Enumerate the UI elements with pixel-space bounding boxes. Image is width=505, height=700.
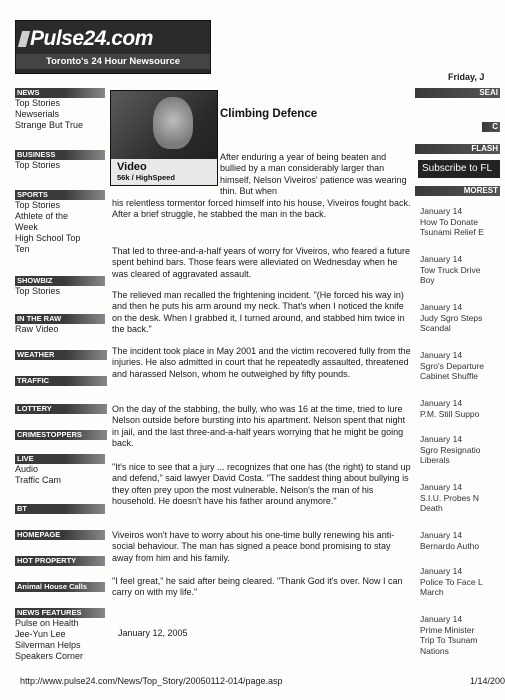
story-title[interactable]: Tow Truck Drive [420, 264, 481, 275]
article-paragraph-3: The relieved man recalled the frightening incident. "(He forced his way in) and then he puts his arm around my neck. That's when I noticed the knife on the desk. When I grabbed it, I turned around, and stabbed him twice in the back." [112, 290, 405, 335]
story-title[interactable]: Scandal [420, 323, 451, 333]
sidebar-group-news [15, 88, 107, 131]
story-date: January 14 [420, 254, 463, 264]
sidebar-section-sports[interactable]: SPORTS [15, 190, 105, 200]
video-label-box [111, 159, 217, 185]
more-story-9[interactable] [420, 566, 500, 598]
sidebar-group-traffic [15, 376, 107, 386]
sidebar-group-animal [15, 582, 107, 592]
sidebar-group-live [15, 454, 107, 486]
story-date: January 14 [420, 614, 463, 624]
sidebar-link-strange[interactable]: Strange But True [15, 120, 84, 130]
right-bar-c[interactable]: C [482, 122, 500, 132]
site-logo[interactable] [15, 20, 211, 74]
header-date: Friday, J [448, 72, 485, 82]
sidebar-link-highschool[interactable]: High School Top [15, 233, 81, 243]
print-date: 1/14/200 [470, 676, 505, 686]
story-title[interactable]: Boy [420, 275, 435, 285]
story-title[interactable]: Police To Face L [420, 576, 483, 587]
sidebar-section-traffic[interactable]: TRAFFIC [15, 376, 107, 386]
article-paragraph-1a: After enduring a year of being beaten and bullied by a man considerably larger than himself, Nelson Viveiros' patience was wearing thin. But when [220, 152, 407, 197]
sidebar-section-news-features[interactable]: NEWS FEATURES [15, 608, 105, 618]
story-title[interactable]: Prime Minister [420, 624, 475, 635]
sidebar-group-homepage [15, 530, 107, 540]
more-story-3[interactable] [420, 302, 500, 334]
page-url: http://www.pulse24.com/News/Top_Story/20050112-014/page.asp [20, 676, 283, 686]
sidebar-group-business [15, 150, 107, 171]
sidebar-section-weather[interactable]: WEATHER [15, 350, 107, 360]
sidebar-group-bt [15, 504, 107, 514]
story-title[interactable]: Judy Sgro Steps [420, 312, 483, 323]
sidebar-link-raw-video[interactable]: Raw Video [15, 324, 59, 334]
sidebar-link-business-top[interactable]: Top Stories [15, 160, 61, 170]
sidebar-link-health[interactable]: Pulse on Health [15, 618, 79, 628]
right-bar-flash[interactable]: FLASH [415, 144, 500, 154]
sidebar-section-animal-house[interactable]: Animal House Calls [15, 582, 105, 592]
logo-brand: Pulse24.com [30, 27, 153, 50]
sidebar-group-sports [15, 190, 107, 255]
sidebar-link-speakers[interactable]: Speakers Corner [15, 651, 84, 661]
article-paragraph-2: That led to three-and-a-half years of worry for Viveiros, who feared a future spent behind bars. Those fears were alleviated on Wednesday when he was cleared of aggravated assault. [112, 246, 410, 279]
sidebar-group-raw [15, 314, 107, 335]
video-thumbnail[interactable] [110, 90, 218, 186]
story-date: January 14 [420, 398, 463, 408]
sidebar-link-athlete-week[interactable]: Week [15, 222, 38, 232]
subscribe-flash-button[interactable]: Subscribe to FL [418, 160, 500, 178]
sidebar-section-business[interactable]: BUSINESS [15, 150, 105, 160]
sidebar-link-highschool-ten[interactable]: Ten [15, 244, 30, 254]
video-speed-links[interactable]: 56k / HighSpeed [117, 173, 175, 182]
article-paragraph-7: Viveiros won't have to worry about his one-time bully renewing his anti-social behaviour. The man has signed a peace bond promising to stay away from him and his family. [112, 530, 395, 563]
article-paragraph-1b: his relentless tormentor forced himself into his house, Viveiros fought back. After a brief struggle, he stabbed the man in the back. [112, 198, 411, 220]
story-title[interactable]: Cabinet Shuffle [420, 371, 478, 381]
sidebar-group-crimestoppers [15, 430, 107, 440]
sidebar-section-homepage[interactable]: HOMEPAGE [15, 530, 105, 540]
more-story-6[interactable] [420, 434, 500, 466]
story-date: January 14 [420, 482, 463, 492]
more-story-1[interactable] [420, 206, 500, 238]
article-paragraph-6: "It's nice to see that a jury ... recognizes that one has (the right) to stand up and defend," said lawyer David Costa. "The saddest thing about bullying is they often prey upon the most vulnerable. Nelson's the man of his household. He doesn't have his father around anymore." [112, 462, 411, 507]
story-title[interactable]: Sgro Resignatio [420, 444, 481, 455]
article-date: January 12, 2005 [118, 628, 188, 638]
article-paragraph-4: The incident took place in May 2001 and the victim recovered fully from the injuries. He also admitted in court that he repeatedly assaulted, threatened and harassed Nelson, whom he outweighed by fifty pounds. [112, 346, 411, 379]
sidebar-link-audio[interactable]: Audio [15, 464, 39, 474]
right-bar-search[interactable]: SEAI [415, 88, 500, 98]
sidebar-group-showbiz [15, 276, 107, 297]
sidebar-group-features [15, 608, 107, 662]
article-paragraph-8: "I feel great," he said after being cleared. "Thank God it's over. Now I can carry on with my life." [112, 576, 403, 598]
logo-tagline: Toronto's 24 Hour Newsource [16, 54, 210, 69]
sidebar-section-crimestoppers[interactable]: CRIMESTOPPERS [15, 430, 107, 440]
story-title[interactable]: Trip To Tsunam [420, 635, 478, 645]
sidebar-link-silverman[interactable]: Silverman Helps [15, 640, 81, 650]
sidebar-section-showbiz[interactable]: SHOWBIZ [15, 276, 105, 286]
story-title[interactable]: Liberals [420, 455, 450, 465]
story-title[interactable]: Death [420, 503, 443, 513]
story-date: January 14 [420, 434, 463, 444]
sidebar-link-top-stories[interactable]: Top Stories [15, 98, 61, 108]
sidebar-link-showbiz-top[interactable]: Top Stories [15, 286, 61, 296]
story-title[interactable]: Bernardo Autho [420, 540, 480, 551]
sidebar-link-jee-yun[interactable]: Jee-Yun Lee [15, 629, 66, 639]
sidebar-group-lottery [15, 404, 107, 414]
story-date: January 14 [420, 566, 463, 576]
story-title[interactable]: S.I.U. Probes N [420, 492, 480, 503]
story-title[interactable]: Tsunami Relief E [420, 227, 484, 237]
story-title[interactable]: How To Donate [420, 216, 478, 227]
sidebar-section-in-the-raw[interactable]: IN THE RAW [15, 314, 105, 324]
sidebar-section-hot-property[interactable]: HOT PROPERTY [15, 556, 105, 566]
story-title[interactable]: Nations [420, 645, 449, 656]
sidebar-link-sports-top[interactable]: Top Stories [15, 200, 61, 210]
sidebar-group-hot-property [15, 556, 107, 566]
person-photo [153, 97, 193, 149]
story-title[interactable]: March [420, 587, 444, 597]
more-story-2[interactable] [420, 254, 500, 286]
more-story-10[interactable] [420, 614, 500, 656]
story-date: January 14 [420, 350, 463, 360]
story-date: January 14 [420, 206, 463, 216]
sidebar-section-bt[interactable]: BT [15, 504, 105, 514]
story-title[interactable]: P.M. Still Suppo [420, 408, 480, 419]
more-story-7[interactable] [420, 482, 500, 514]
sidebar-link-newserials[interactable]: Newserials [15, 109, 60, 119]
article-paragraph-5: On the day of the stabbing, the bully, who was 16 at the time, tried to lure Nelson outside before bursting into his apartment. Nelson spent that night in jail, and the last three-and-a-half years worrying that he might be going back. [112, 404, 406, 449]
more-story-5[interactable] [420, 398, 500, 419]
sidebar-link-athlete[interactable]: Athlete of the [15, 211, 69, 221]
article-title: Climbing Defence [220, 108, 318, 120]
right-bar-more-stories[interactable]: MOREST [415, 186, 500, 196]
video-label: Video [117, 161, 147, 173]
sidebar-section-live[interactable]: LIVE [15, 454, 105, 464]
story-date: January 14 [420, 530, 463, 540]
more-story-8[interactable] [420, 530, 500, 551]
sidebar-section-news[interactable]: NEWS [15, 88, 105, 98]
more-story-4[interactable] [420, 350, 500, 382]
sidebar-group-weather [15, 350, 107, 360]
sidebar-link-traffic-cam[interactable]: Traffic Cam [15, 475, 62, 485]
story-date: January 14 [420, 302, 463, 312]
sidebar-section-lottery[interactable]: LOTTERY [15, 404, 107, 414]
story-title[interactable]: Sgro's Departure [420, 360, 484, 371]
